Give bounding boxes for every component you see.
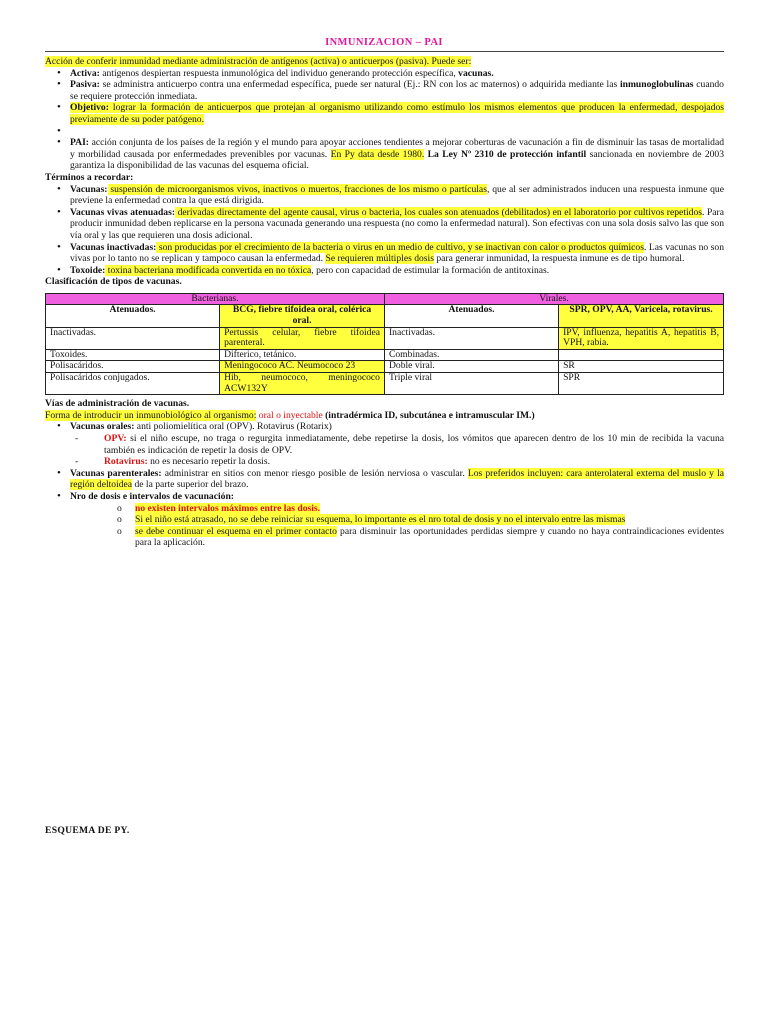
list-item-activa: • Activa: antígenos despiertan respuesta inmunológica del individuo generando protección específica, vacunas. bbox=[45, 68, 724, 80]
header-spr: SPR, OPV, AA, Varicela, rotavirus. bbox=[559, 305, 724, 327]
title-divider bbox=[45, 51, 724, 52]
list-item-orales: • Vacunas orales: anti poliomielítica oral (OPV). Rotavirus (Rotarix) bbox=[45, 421, 724, 433]
table-row: Polisacáridos conjugados. Hib, neumococo, meningococo ACW132Y Triple viral SPR bbox=[46, 373, 724, 395]
routes-list-2 bbox=[45, 468, 724, 503]
list-item-pai: • PAI: acción conjunta de los países de la región y el mundo para apoyar acciones tendientes a mejorar coberturas de vacunación a fin de disminuir las tasas de mortalidad y morbilidad causada por enfermedades prevenibles por vacunas. En Py data desde 1980. La Ley Nº 2310 de protección infantil sancionada en noviembre de 2003 garantiza la disponibilidad de las vacunas del esquema oficial. bbox=[45, 137, 724, 172]
list-item-objetivo: • Objetivo: lograr la formación de anticuerpos que protejan al organismo utilizando como estímulo los mismos elementos que producen la enfermedad, despojados previamente de su poder patógeno. bbox=[45, 102, 724, 125]
table-header-row bbox=[46, 305, 724, 327]
group-bacterianas: Bacterianas. bbox=[46, 293, 385, 305]
terms-list bbox=[45, 184, 724, 277]
terms-heading: Términos a recordar: bbox=[45, 171, 134, 183]
dosis-subitems bbox=[45, 503, 724, 549]
immunity-types-list bbox=[45, 68, 724, 172]
classification-heading: Clasificación de tipos de vacunas. bbox=[45, 276, 182, 288]
oral-subitems bbox=[45, 433, 724, 468]
list-item-vivas: • Vacunas vivas atenuadas: derivadas directamente del agente causal, virus o bacteria, los cuales son atenuados (debilitados) en el laboratorio por cultivos repetidos. Para producir inmunidad deben replicarse en la persona vacunada generando una respuesta (no como la enfermedad natural). Son efectivas con una sola dosis salvo las que son vía oral y las que requieren una dosis adicional. bbox=[45, 207, 724, 242]
table-group-row bbox=[46, 293, 724, 305]
list-item-empty bbox=[45, 126, 724, 138]
list-item-dosis-3: o se debe continuar el esquema en el primer contacto para disminuir las oportunidades perdidas siempre y cuando no haya contraindicaciones evidentes para la aplicación. bbox=[45, 526, 724, 549]
list-item-dosis-1: o no existen intervalos máximos entre las dosis. bbox=[45, 503, 724, 515]
list-item-nro-dosis: • Nro de dosis e intervalos de vacunación: bbox=[45, 491, 724, 503]
vaccine-classification-table bbox=[45, 293, 724, 395]
routes-intro: Forma de introducir un inmunobiológico al organismo: oral o inyectable (intradérmica ID, subcutánea e intramuscular IM.) bbox=[45, 409, 535, 421]
esquema-heading: ESQUEMA DE PY. bbox=[45, 825, 130, 836]
list-item-vacunas: • Vacunas: suspensión de microorganismos vivos, inactivos o muertos, fracciones de los mismo o partículas, que al ser administrados inducen una respuesta inmune que previene la enfermedad contra la que está dirigida. bbox=[45, 184, 724, 207]
routes-heading: Vías de administración de vacunas. bbox=[45, 398, 190, 410]
intro-text: Acción de conferir inmunidad mediante administración de antígenos (activa) o anticuerpos (pasiva). Puede ser: bbox=[45, 56, 472, 67]
table-row: Inactivadas. Pertussis celular, fiebre tifoidea parenteral. Inactivadas. IPV, influenza, hepatitis A, hepatitis B, VPH, rabia. bbox=[46, 327, 724, 349]
list-item-rotavirus: - Rotavirus: no es necesario repetir la dosis. bbox=[45, 456, 724, 468]
table-row: Polisacáridos. Meningococo AC. Neumococo 23 Doble viral. SR bbox=[46, 361, 724, 373]
list-item-toxoide: • Toxoide: toxina bacteriana modificada convertida en no tóxica, pero con capacidad de estimular la formación de antitoxinas. bbox=[45, 265, 724, 277]
document-body bbox=[45, 56, 724, 549]
list-item-inactivadas: • Vacunas inactivadas: son producidas por el crecimiento de la bacteria o virus en un medio de cultivo, y se inactivan con calor o productos químicos. Las vacunas no son vivas por lo tanto no se replican y tampoco causan la enfermedad. Se requieren múltiples dosis para generar inmunidad, la respuesta inmune es de tipo humoral. bbox=[45, 242, 724, 265]
table-row: Toxoides. Difterico, tetánico. Combinadas. bbox=[46, 349, 724, 361]
list-item-parenterales: • Vacunas parenterales: administrar en sitios con menor riesgo posible de lesión nerviosa o vascular. Los preferidos incluyen: cara anterolateral externa del muslo y la región deltoidea de la parte superior del brazo. bbox=[45, 468, 724, 491]
list-item-opv: - OPV: si el niño escupe, no traga o regurgita inmediatamente, debe repetirse la dosis, los vómitos que aparecen dentro de los 10 min de recibida la vacuna también es indicación de repetir la dosis de OPV. bbox=[45, 433, 724, 456]
header-atenuados-bact: Atenuados. bbox=[46, 305, 220, 327]
group-virales: Virales. bbox=[384, 293, 723, 305]
routes-list bbox=[45, 421, 724, 433]
document-title: INMUNIZACION – PAI bbox=[325, 37, 443, 48]
list-item-dosis-2: o Si el niño está atrasado, no se debe reiniciar su esquema, lo importante es el nro total de dosis y no el intervalo entre las mismas bbox=[45, 514, 724, 526]
header-bcg: BCG, fiebre tifoidea oral, colérica oral. bbox=[220, 305, 385, 327]
header-atenuados-viral: Atenuados. bbox=[384, 305, 558, 327]
list-item-pasiva: • Pasiva: se administra anticuerpo contra una enfermedad específica, puede ser natural (Ej.: RN con los ac maternos) o adquirida mediante las inmunoglobulinas cuando se requiere protección inmediata. bbox=[45, 79, 724, 102]
